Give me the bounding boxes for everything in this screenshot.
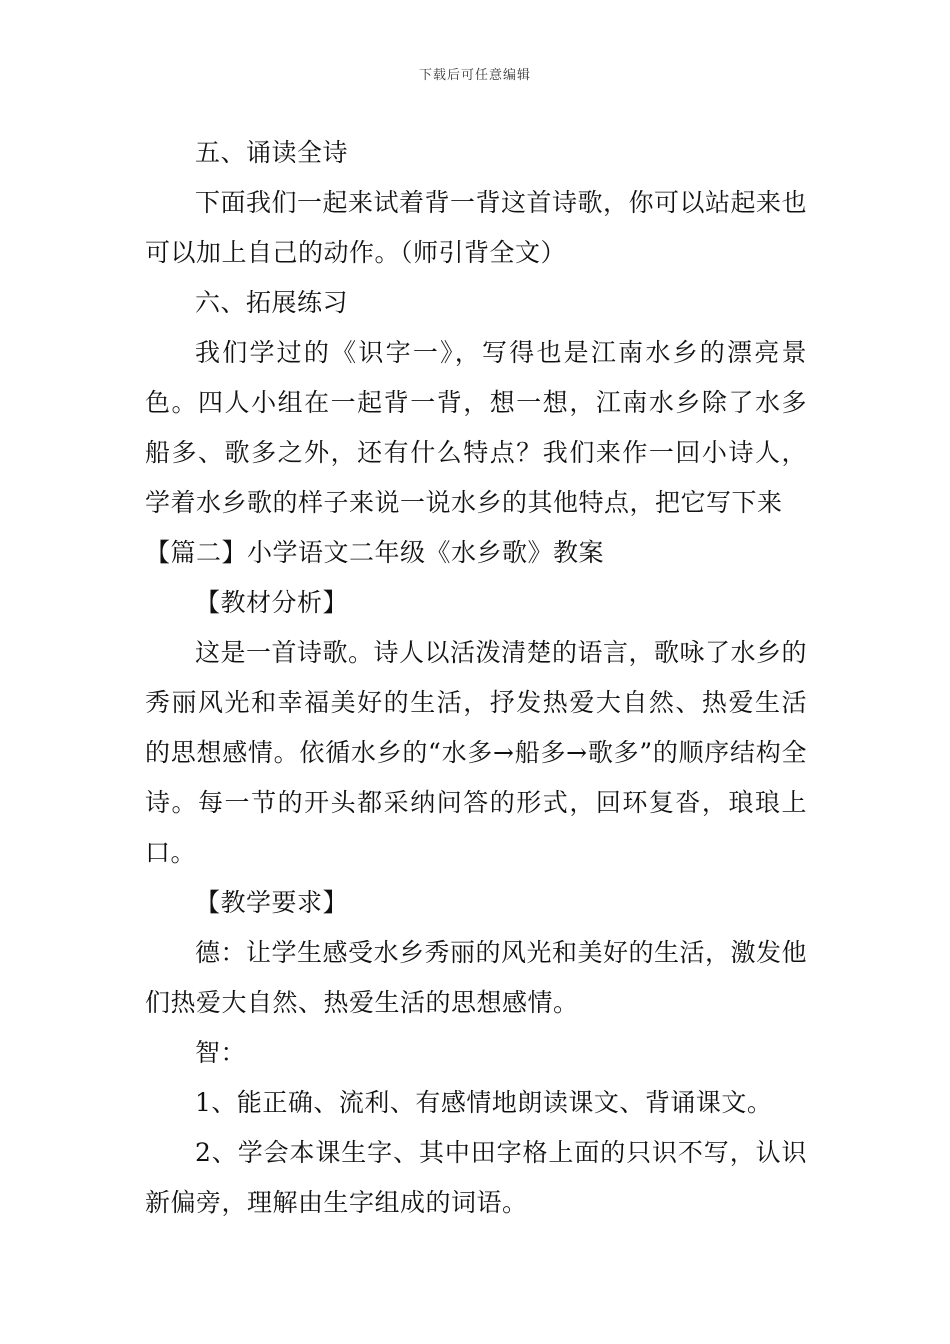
section-heading-requirements: 【教学要求】 <box>195 888 349 917</box>
document-body <box>145 128 807 1228</box>
page-header: 下载后可任意编辑 <box>418 68 531 83</box>
paragraph-item-1: 1、能正确、流利、有感情地朗读课文、背诵课文。 <box>195 1088 773 1117</box>
part-two-heading: 【篇二】小学语文二年级《水乡歌》教案 <box>145 538 605 567</box>
section-heading-extend: 六、拓展练习 <box>195 288 349 317</box>
section-heading-material: 【教材分析】 <box>195 588 349 617</box>
paragraph-extend: 我们学过的《识字一》，写得也是江南水乡的漂亮景色。四人小组在一起背一背，想一想，江南水乡除了水多船多、歌多之外，还有什么特点？我们来作一回小诗人，学着水乡歌的样子来说一说水乡的其他特点，把它写下来 <box>145 338 807 517</box>
paragraph-moral: 德：让学生感受水乡秀丽的风光和美好的生活，激发他们热爱大自然、热爱生活的思想感情。 <box>145 938 808 1017</box>
paragraph-item-2: 2、学会本课生字、其中田字格上面的只识不写，认识新偏旁，理解由生字组成的词语。 <box>145 1138 807 1217</box>
section-heading-recite: 五、诵读全诗 <box>195 138 349 167</box>
paragraph-recite: 下面我们一起来试着背一背这首诗歌，你可以站起来也可以加上自己的动作。（师引背全文） <box>145 188 808 267</box>
paragraph-intellect: 智： <box>195 1038 247 1067</box>
paragraph-material: 这是一首诗歌。诗人以活泼清楚的语言，歌咏了水乡的秀丽风光和幸福美好的生活，抒发热爱大自然、热爱生活的思想感情。依循水乡的“水多→船多→歌多”的顺序结构全诗。每一节的开头都采纳问答的形式，回环复沓，琅琅上口。 <box>145 638 808 867</box>
